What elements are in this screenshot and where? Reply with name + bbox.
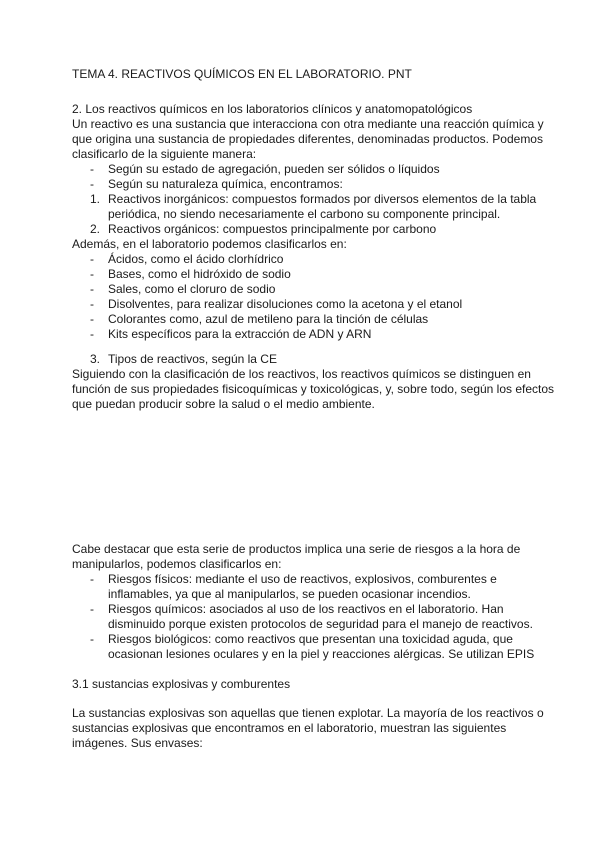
list-item-continuation: ocasionan lesiones oculares y en la piel y reacciones alérgicas. Se utilizan EPIS <box>108 647 535 661</box>
list-item: Reactivos orgánicos: compuestos principalmente por carbono <box>108 222 437 236</box>
paragraph-line: que puedan producir sobre la salud o el medio ambiente. <box>72 397 375 411</box>
list-item: Disolventes, para realizar disoluciones como la acetona y el etanol <box>108 297 463 311</box>
section-2-heading: 2. Los reactivos químicos en los laboratorios clínicos y anatomopatológicos <box>72 102 473 116</box>
ademas-line: Además, en el laboratorio podemos clasificarlos en: <box>72 237 347 251</box>
paragraph-line: función de sus propiedades fisicoquímicas y toxicológicas, y, sobre todo, según los efectos <box>72 382 555 396</box>
list-item: Sales, como el cloruro de sodio <box>108 282 276 296</box>
list-item: Bases, como el hidróxido de sodio <box>108 267 291 281</box>
list-number: 2. <box>90 222 101 236</box>
dash-bullet: - <box>90 282 94 296</box>
dash-bullet: - <box>90 632 94 646</box>
list-item-continuation: periódica, no siendo necesariamente el carbono su componente principal. <box>108 207 501 221</box>
paragraph-line: clasificarlo de la siguiente manera: <box>72 147 257 161</box>
list-number: 3. <box>90 352 101 366</box>
list-item: Riesgos biológicos: como reactivos que presentan una toxicidad aguda, que <box>108 632 513 646</box>
dash-bullet: - <box>90 602 94 616</box>
paragraph-line: Un reactivo es una sustancia que interacciona con otra mediante una reacción química y <box>72 117 544 131</box>
dash-bullet: - <box>90 162 94 176</box>
list-item: Riesgos químicos: asociados al uso de los reactivos en el laboratorio. Han <box>108 602 504 616</box>
list-item: Ácidos, como el ácido clorhídrico <box>108 252 284 266</box>
dash-bullet: - <box>90 312 94 326</box>
dash-bullet: - <box>90 252 94 266</box>
list-item-continuation: inflamables, ya que al manipularlos, se pueden ocasionar incendios. <box>108 587 471 601</box>
list-item-continuation: disminuido porque existen protocolos de seguridad para el manejo de reactivos. <box>108 617 533 631</box>
list-item: Colorantes como, azul de metileno para la tinción de células <box>108 312 429 326</box>
list-number: 1. <box>90 192 101 206</box>
paragraph-line: Cabe destacar que esta serie de productos implica una serie de riesgos a la hora de <box>72 542 521 556</box>
list-item: Según su estado de agregación, pueden ser sólidos o líquidos <box>108 162 440 176</box>
dash-bullet: - <box>90 572 94 586</box>
list-item: Riesgos físicos: mediante el uso de reactivos, explosivos, comburentes e <box>108 572 497 586</box>
dash-bullet: - <box>90 267 94 281</box>
paragraph-line: Siguiendo con la clasificación de los reactivos, los reactivos químicos se distinguen en <box>72 367 531 381</box>
paragraph-line: La sustancias explosivas son aquellas que tienen explotar. La mayoría de los reactivos o <box>72 706 544 720</box>
paragraph-line: manipularlos, podemos clasificarlos en: <box>72 557 282 571</box>
list-item: Kits específicos para la extracción de ADN y ARN <box>108 327 372 341</box>
paragraph-line: sustancias explosivas que encontramos en el laboratorio, muestran las siguientes <box>72 721 507 735</box>
dash-bullet: - <box>90 177 94 191</box>
paragraph-line: que origina una sustancia de propiedades diferentes, denominadas productos. Podemos <box>72 132 543 146</box>
list-item: Reactivos inorgánicos: compuestos formados por diversos elementos de la tabla <box>108 192 537 206</box>
list-item: Según su naturaleza química, encontramos: <box>108 177 343 191</box>
section-3-1-heading: 3.1 sustancias explosivas y comburentes <box>72 677 291 691</box>
dash-bullet: - <box>90 297 94 311</box>
page-title: TEMA 4. REACTIVOS QUÍMICOS EN EL LABORATORIO. PNT <box>72 67 412 81</box>
dash-bullet: - <box>90 327 94 341</box>
section-3-label: Tipos de reactivos, según la CE <box>108 352 277 366</box>
paragraph-line: imágenes. Sus envases: <box>72 736 203 750</box>
